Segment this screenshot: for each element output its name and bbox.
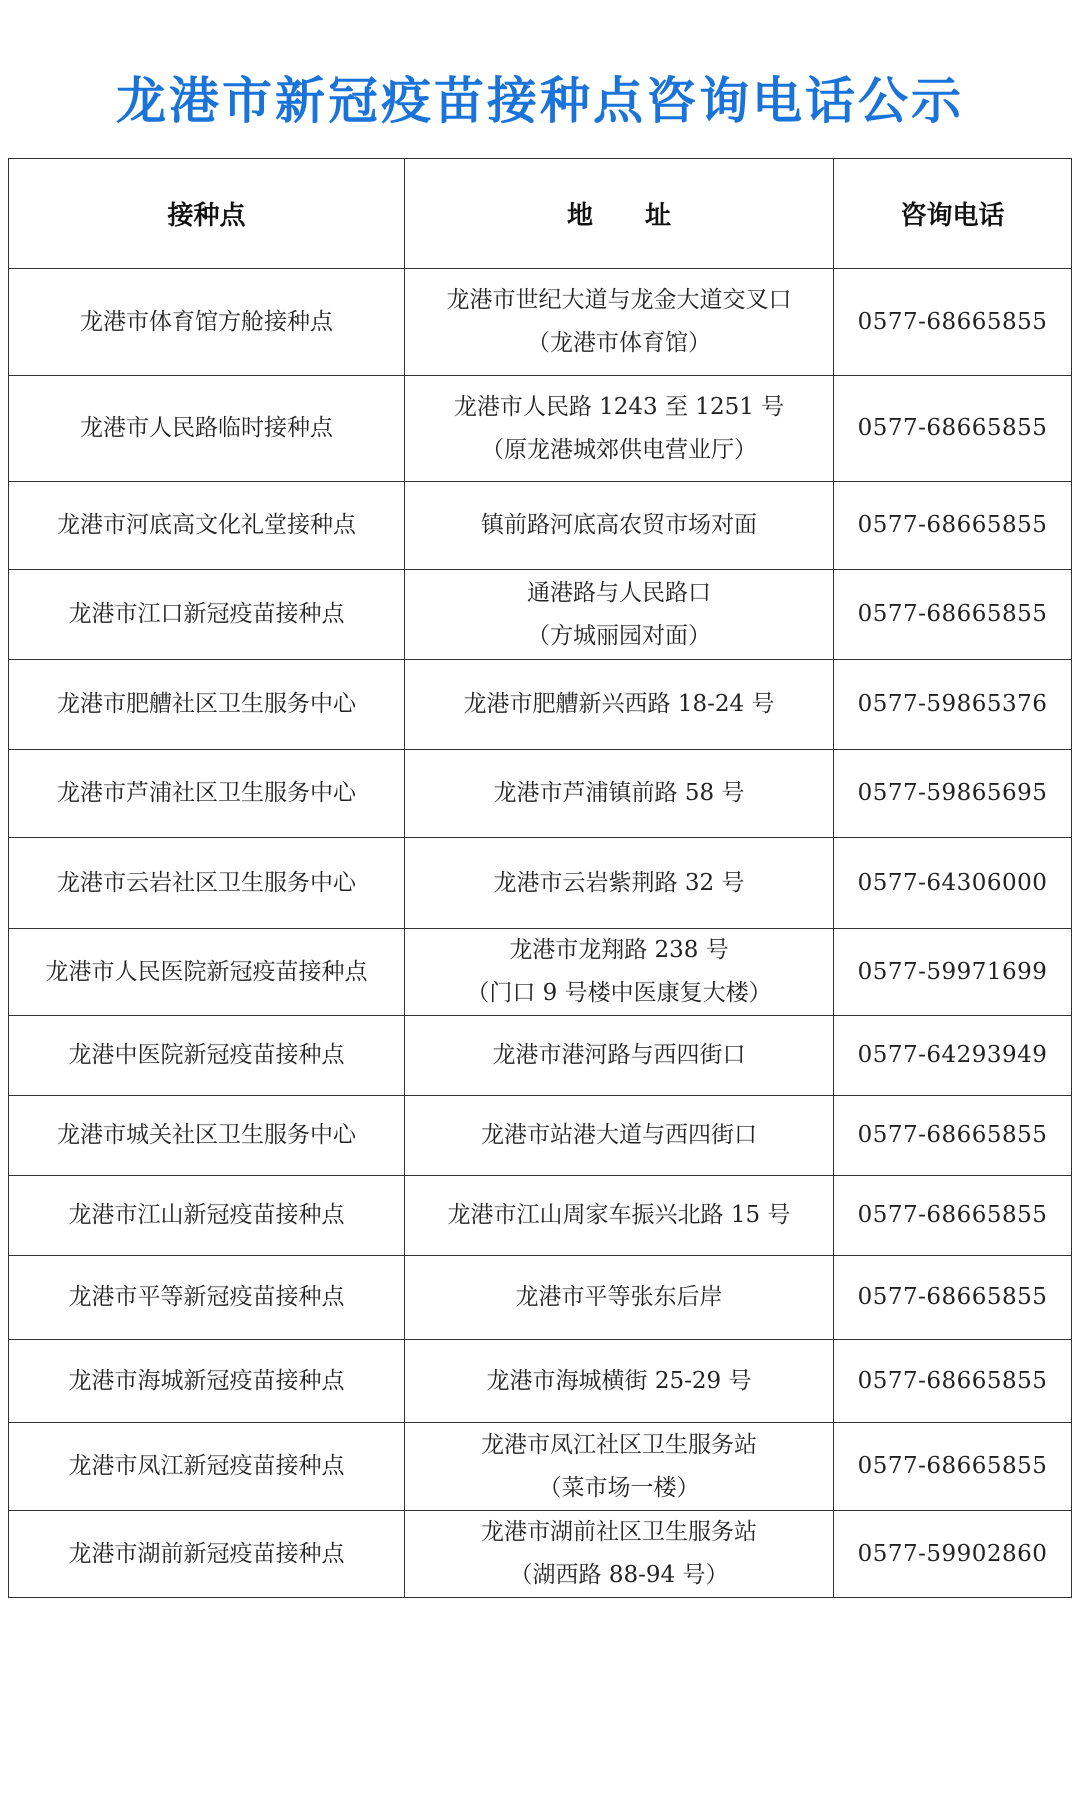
page-title: 龙港市新冠疫苗接种点咨询电话公示 (116, 72, 964, 130)
address-cell (405, 838, 834, 929)
address-line: 龙港市芦浦镇前路 58 号 (493, 780, 745, 806)
address-line: 龙港市站港大道与西四街口 (481, 1122, 757, 1148)
address-line: 龙港市云岩紫荆路 32 号 (493, 869, 745, 896)
phone-cell: 0577-59865695 (834, 750, 1072, 838)
address-line: 龙港市海城横街 25-29 号 (486, 1367, 752, 1394)
site-name-cell: 龙港市海城新冠疫苗接种点 (9, 1340, 405, 1423)
address-line: （龙港市体育馆） (527, 330, 711, 356)
header-address: 地 址 (405, 159, 834, 269)
phone-cell: 0577-68665855 (834, 269, 1072, 376)
site-name-cell: 龙港中医院新冠疫苗接种点 (9, 1016, 405, 1096)
site-name-cell: 龙港市人民路临时接种点 (9, 376, 405, 482)
address-line: （方城丽园对面） (527, 622, 711, 649)
address-line: 龙港市平等张东后岸 (515, 1284, 723, 1310)
address-cell (405, 1096, 834, 1176)
table-row (9, 269, 1072, 376)
address-cell (405, 269, 834, 376)
address-line: （原龙港城郊供电营业厅） (481, 436, 757, 463)
site-name-cell: 龙港市云岩社区卫生服务中心 (9, 838, 405, 929)
table-row (9, 482, 1072, 570)
table-row (9, 660, 1072, 750)
address-line: 龙港市龙翔路 238 号 (509, 937, 729, 963)
site-name-cell: 龙港市平等新冠疫苗接种点 (9, 1256, 405, 1340)
site-name-cell: 龙港市芦浦社区卫生服务中心 (9, 750, 405, 838)
table-body (9, 269, 1072, 1598)
phone-cell: 0577-68665855 (834, 1096, 1072, 1176)
table-row (9, 838, 1072, 929)
header-phone: 咨询电话 (834, 159, 1072, 269)
phone-cell: 0577-68665855 (834, 482, 1072, 570)
site-name-cell: 龙港市江山新冠疫苗接种点 (9, 1176, 405, 1256)
site-name-cell: 龙港市凤江新冠疫苗接种点 (9, 1423, 405, 1511)
phone-cell: 0577-68665855 (834, 570, 1072, 660)
address-cell (405, 750, 834, 838)
phone-cell: 0577-68665855 (834, 376, 1072, 482)
address-line: （湖西路 88-94 号） (509, 1562, 729, 1588)
address-line: 通港路与人民路口 (527, 579, 711, 606)
address-line: 龙港市凤江社区卫生服务站 (481, 1431, 757, 1458)
address-line: （门口 9 号楼中医康复大楼） (466, 980, 772, 1006)
address-line: 镇前路河底高农贸市场对面 (481, 512, 757, 538)
address-line: （菜市场一楼） (538, 1474, 700, 1501)
address-cell (405, 1511, 834, 1598)
site-name-cell: 龙港市城关社区卫生服务中心 (9, 1096, 405, 1176)
site-name-cell: 龙港市江口新冠疫苗接种点 (9, 570, 405, 660)
phone-cell: 0577-59902860 (834, 1511, 1072, 1598)
address-cell (405, 660, 834, 750)
table-row (9, 570, 1072, 660)
address-cell (405, 929, 834, 1016)
table-row (9, 1176, 1072, 1256)
table-row (9, 1096, 1072, 1176)
table-row (9, 1423, 1072, 1511)
site-name-cell: 龙港市河底高文化礼堂接种点 (9, 482, 405, 570)
address-line: 龙港市湖前社区卫生服务站 (481, 1519, 757, 1545)
site-name-cell: 龙港市湖前新冠疫苗接种点 (9, 1511, 405, 1598)
table-row (9, 376, 1072, 482)
phone-cell: 0577-64293949 (834, 1016, 1072, 1096)
address-cell (405, 1423, 834, 1511)
table-row (9, 929, 1072, 1016)
vaccination-sites-table (8, 158, 1072, 1598)
phone-cell: 0577-59865376 (834, 660, 1072, 750)
address-cell (405, 482, 834, 570)
address-line: 龙港市江山周家车振兴北路 15 号 (447, 1202, 791, 1228)
address-line: 龙港市人民路 1243 至 1251 号 (453, 393, 785, 420)
address-cell (405, 1176, 834, 1256)
address-line: 龙港市港河路与西四街口 (492, 1042, 746, 1068)
site-name-cell: 龙港市肥艚社区卫生服务中心 (9, 660, 405, 750)
address-cell (405, 570, 834, 660)
table-row (9, 1340, 1072, 1423)
address-line: 龙港市世纪大道与龙金大道交叉口 (446, 287, 792, 313)
address-cell (405, 1256, 834, 1340)
address-cell (405, 1340, 834, 1423)
phone-cell: 0577-64306000 (834, 838, 1072, 929)
table-row (9, 1511, 1072, 1598)
address-cell (405, 1016, 834, 1096)
header-site: 接种点 (9, 159, 405, 269)
phone-cell: 0577-68665855 (834, 1340, 1072, 1423)
phone-cell: 0577-59971699 (834, 929, 1072, 1016)
table-row (9, 750, 1072, 838)
phone-cell: 0577-68665855 (834, 1176, 1072, 1256)
table-header-row (9, 159, 1072, 269)
phone-cell: 0577-68665855 (834, 1256, 1072, 1340)
phone-cell: 0577-68665855 (834, 1423, 1072, 1511)
address-line: 龙港市肥艚新兴西路 18-24 号 (463, 691, 775, 717)
table-row (9, 1256, 1072, 1340)
site-name-cell: 龙港市人民医院新冠疫苗接种点 (9, 929, 405, 1016)
table-row (9, 1016, 1072, 1096)
site-name-cell: 龙港市体育馆方舱接种点 (9, 269, 405, 376)
address-cell (405, 376, 834, 482)
